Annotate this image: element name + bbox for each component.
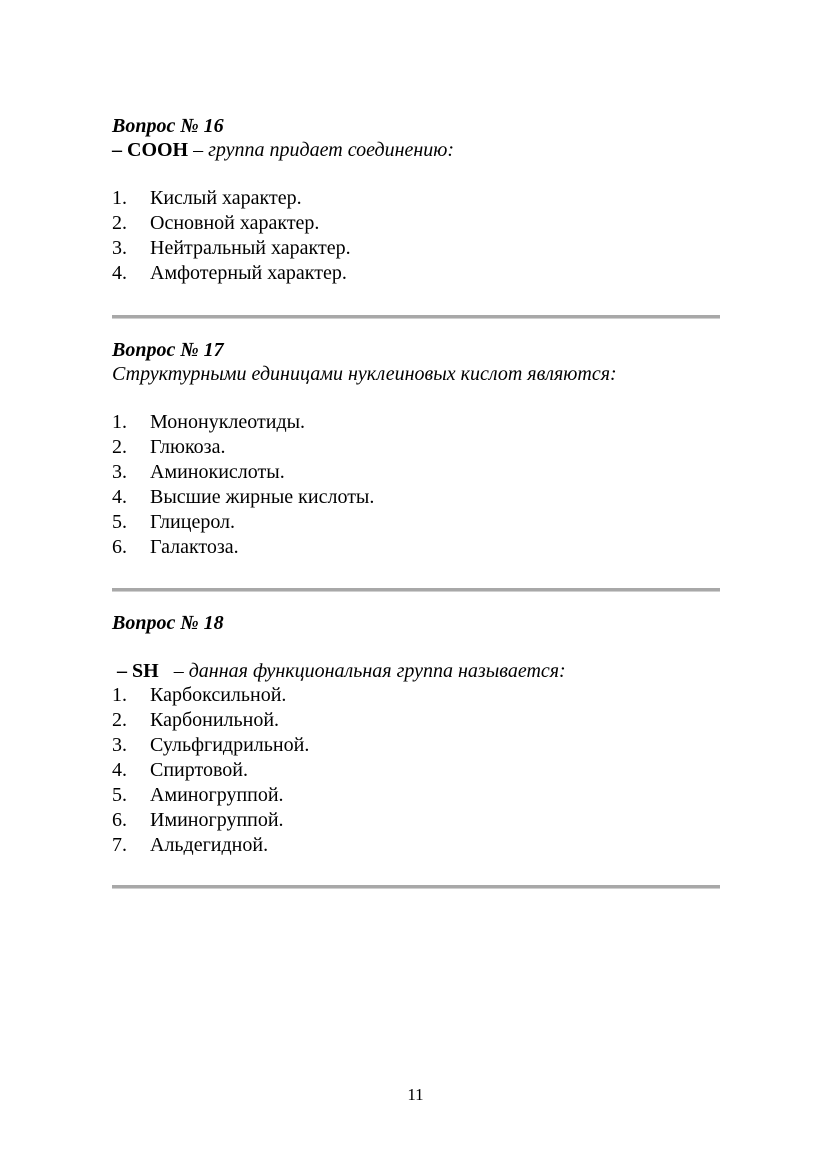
answer-option <box>112 783 720 808</box>
answer-number: 1. <box>112 187 127 209</box>
question-prompt-text: – данная функциональная группа называется: <box>158 660 566 682</box>
answer-list <box>112 410 720 560</box>
answer-option <box>112 435 720 460</box>
answer-option <box>112 535 720 560</box>
answer-option <box>112 510 720 535</box>
section-divider <box>112 885 720 889</box>
section-divider <box>112 588 720 592</box>
answer-option <box>112 733 720 758</box>
answer-text: Карбонильной. <box>150 709 280 731</box>
answer-option <box>112 186 720 211</box>
question-16 <box>112 114 720 286</box>
answer-text: Нейтральный характер. <box>150 237 351 259</box>
answer-number: 4. <box>112 262 127 284</box>
answer-number: 2. <box>112 436 127 458</box>
answer-option <box>112 211 720 236</box>
answer-option <box>112 708 720 733</box>
answer-text: Галактоза. <box>150 536 239 558</box>
answer-text: Сульфгидрильной. <box>150 734 310 756</box>
answer-number: 6. <box>112 809 127 831</box>
question-title: Вопрос № 16 <box>112 115 224 137</box>
answer-option <box>112 683 720 708</box>
answer-option <box>112 808 720 833</box>
question-prompt <box>112 635 720 682</box>
answer-text: Амфотерный характер. <box>150 262 347 284</box>
answer-number: 4. <box>112 486 127 508</box>
answer-number: 7. <box>112 834 127 856</box>
answer-option <box>112 236 720 261</box>
question-18 <box>112 611 720 858</box>
answer-number: 2. <box>112 212 127 234</box>
answer-number: 1. <box>112 684 127 706</box>
answer-number: 6. <box>112 536 127 558</box>
answer-option <box>112 410 720 435</box>
answer-list <box>112 186 720 286</box>
answer-number: 3. <box>112 734 127 756</box>
answer-number: 3. <box>112 461 127 483</box>
question-title: Вопрос № 18 <box>112 612 224 634</box>
functional-group-formula: – SH <box>112 660 159 682</box>
answer-option <box>112 833 720 858</box>
answer-text: Мононуклеотиды. <box>150 411 306 433</box>
answer-text: Высшие жирные кислоты. <box>150 486 375 508</box>
answer-option <box>112 460 720 485</box>
answer-number: 3. <box>112 237 127 259</box>
answer-text: Кислый характер. <box>150 187 302 209</box>
answer-text: Аминокислоты. <box>150 461 285 483</box>
answer-option <box>112 261 720 286</box>
answer-text: Глюкоза. <box>150 436 226 458</box>
functional-group-formula: – COOH <box>112 139 189 161</box>
answer-text: Аминогруппой. <box>150 784 284 806</box>
answer-option <box>112 485 720 510</box>
answer-number: 5. <box>112 784 127 806</box>
question-17 <box>112 338 720 560</box>
answer-text: Основной характер. <box>150 212 320 234</box>
answer-text: Глицерол. <box>150 511 236 533</box>
answer-list <box>112 683 720 858</box>
answer-number: 2. <box>112 709 127 731</box>
question-prompt <box>112 138 720 162</box>
answer-text: Карбоксильной. <box>150 684 287 706</box>
answer-number: 1. <box>112 411 127 433</box>
answer-number: 4. <box>112 759 127 781</box>
answer-text: Альдегидной. <box>150 834 269 856</box>
page-number: 11 <box>407 1085 424 1104</box>
answer-option <box>112 758 720 783</box>
question-title: Вопрос № 17 <box>112 339 224 361</box>
answer-text: Спиртовой. <box>150 759 248 781</box>
answer-number: 5. <box>112 511 127 533</box>
section-divider <box>112 315 720 319</box>
answer-text: Иминогруппой. <box>150 809 284 831</box>
question-prompt-text: – группа придает соединению: <box>188 139 455 161</box>
question-prompt: Структурными единицами нуклеиновых кислот являются: <box>112 363 617 385</box>
